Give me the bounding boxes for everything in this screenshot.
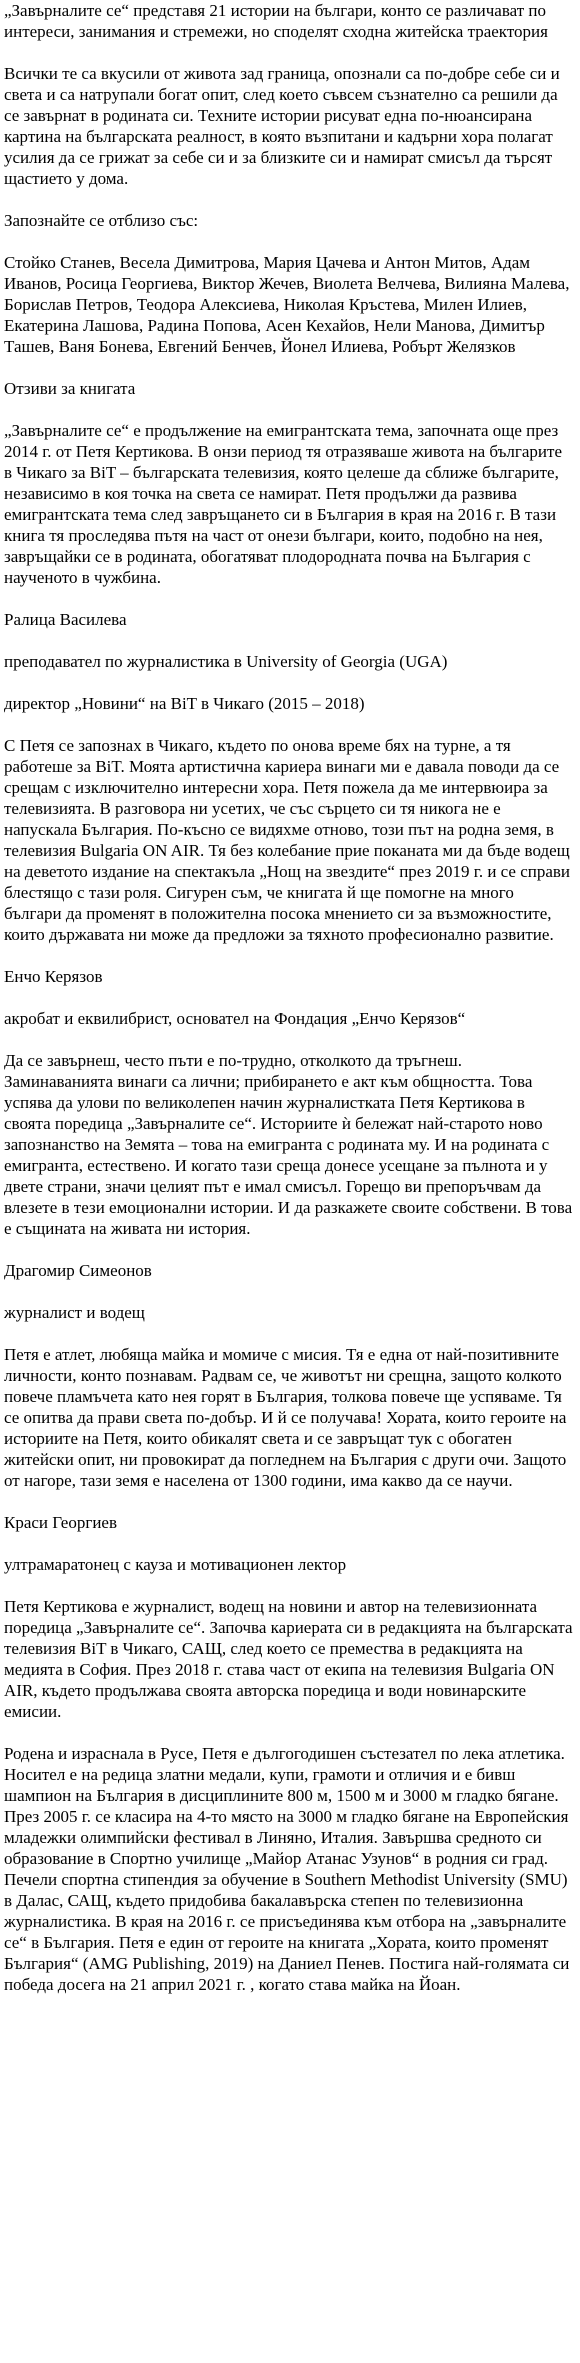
review-4-text: Петя е атлет, любяща майка и момиче с мисия. Тя е една от най-позитивните личности, конто познавам. Радвам се, че животът ни срещна, защото колкото повече пламъчета като нея горят в България, толкова повече ще успяваме. Тя се опитва да прави света по-добър. И й се получава! Хората, които героите на историите на Петя, които обикалят света и се завръщат тук с обогатен житейски опит, ни провокират да погледнем на България с други очи. Защото от нагоре, тази земя е населена от 1300 години, има какво да се научи. [4,1345,567,1490]
review-2-text: С Петя се запознах в Чикаго, където по онова време бях на турне, а тя работеше за BiT. Моята артистична кариера винаги ми е давала поводи да се срещам с изключително интересни хора. Петя пожела да ме интервюира за телевизията. В разговора ни усетих, че със сърцето си тя никога не е напускала България. По-късно се видяхме отново, този път на родна земя, в телевизия Bulgaria ON AIR. Тя без колебание прие поканата ми да бъде водещ на деветото издание на спектакъла „Нощ на звездите“ през 2019 г. и се справи блестящо с тази роля. Сигурен съм, че книгата й ще помогне на много българи да променят в положителна посока мнението си за възможностите, които държавата ни може да предложи за тяхното професионално развитие. [4,736,571,944]
review-4-role-1: ултрамаратонец с кауза и мотивационен лектор [4,1555,347,1574]
review-1-role-1: преподавател по журналистика в University of Georgia (UGA) [4,652,448,671]
review-1-author: Ралица Василева [4,610,127,629]
reviews-heading: Отзиви за книгата [4,379,136,398]
review-4-author: Краси Георгиев [4,1513,117,1532]
review-2-role-1: акробат и еквилибрист, основател на Фондация „Енчо Керязов“ [4,1009,466,1028]
review-3-role-1: журналист и водещ [4,1303,145,1322]
review-1-text: „Завърналите се“ е продължение на емигрантската тема, започната още през 2014 г. от Петя Кертикова. В онзи период тя отразяваше живота на българите в Чикаго за BiT – българската телевизия, която целеше да сближе българите, независимо в коя точка на света се намират. Петя продължи да развива емигрантската тема след завръщането си в България в края на 2016 г. В тази книга тя проследява пътя на част от онези българи, които, подобно на нея, завръщайки се в родината, обогатяват плодородната почва на България с наученото в чужбина. [4,421,562,587]
review-2-author: Енчо Керязов [4,967,103,986]
heroes-heading: Запознайте се отблизо със: [4,211,199,230]
review-3-text: Да се завърнеш, често пъти е по-трудно, отколкото да тръгнеш. Заминаванията винаги са лични; прибирането е акт към общността. Това успява да улови по великолепен начин журналистката Петя Кертикова в своята поредица „Завърналите се“. Историите ѝ бележат най-старото ново запознанство на Земята – това на емигранта с родината му. И на родината с емигранта, естествено. И когато тази среща донесе усещане за пълнота и у двете страни, значи целият път е имал смисъл. Горещо ви препоръчвам да влезете в тези емоционални истории. И да разкажете своите собствени. В това е същината на живата ни история. [4,1051,573,1238]
intro-paragraph-1: „Завърналите се“ представя 21 истории на българи, конто се различават по интереси, занимания и стремежи, но споделят сходна житейска траектория [4,1,548,41]
review-1-role-2: директор „Новини“ на BiT в Чикаго (2015 – 2018) [4,694,365,713]
review-3-author: Драгомир Симеонов [4,1261,152,1280]
author-bio-paragraph-2: Родена и израснала в Русе, Петя е дългогодишен състезател по лека атлетика. Носител е на редица златни медали, купи, грамоти и отличия и е бивш шампион на България в дисциплините 800 м, 1500 м и 3000 м гладко бягане. През 2005 г. се класира на 4-то място на 3000 м гладко бягане на Европейския младежки олимпийски фестивал в Линяно, Италия. Завършва средното си образование в Спортно училище „Майор Атанас Узунов“ в родния си град. Печели спортна стипендия за обучение в Southern Methodist University (SMU) в Далас, САЩ, където придобива бакалавърска степен по телевизионна журналистика. В края на 2016 г. се присъединява към отбора на „завърналите се“ в България. Петя е един от героите на книгата „Хората, които променят България“ (AMG Publishing, 2019) на Даниел Пенев. Постига най-голямата си победа досега на 21 април 2021 г. , когато става майка на Йоан. [4,1744,570,1994]
author-bio-paragraph-1: Петя Кертикова е журналист, водещ на новини и автор на телевизионната поредица „Завърналите се“. Започва кариерата си в редакцията на българската телевизия BiT в Чикаго, САЩ, след което се премества в редакцията на медията в София. През 2018 г. става част от екипа на телевизия Bulgaria ON AIR, където продължава своята авторска поредица и води новинарските емисии. [4,1597,573,1721]
heroes-names: Стойко Станев, Весела Димитрова, Мария Цачева и Антон Митов, Адам Иванов, Росица Георгиева, Виктор Жечев, Виолета Велчева, Вилияна Малева, Борислав Петров, Теодора Алексиева, Николая Кръстева, Милен Илиев, Екатерина Лашова, Радина Попова, Асен Кехайов, Нели Манова, Димитър Ташев, Ваня Бонева, Евгений Бенчев, Йонел Илиева, Робърт Желязков [4,253,570,356]
intro-paragraph-2: Всички те са вкусили от живота зад граница, опознали са по-добре себе си и света и са натрупали богат опит, след което съвсем съзнателно са решили да се завърнат в родината си. Техните истории рисуват една по-нюансирана картина на българската реалност, в която възпитани и кадърни хора полагат усилия да се грижат за себе си и за близките си и намират смисъл да търсят щастието у дома. [4,64,560,188]
